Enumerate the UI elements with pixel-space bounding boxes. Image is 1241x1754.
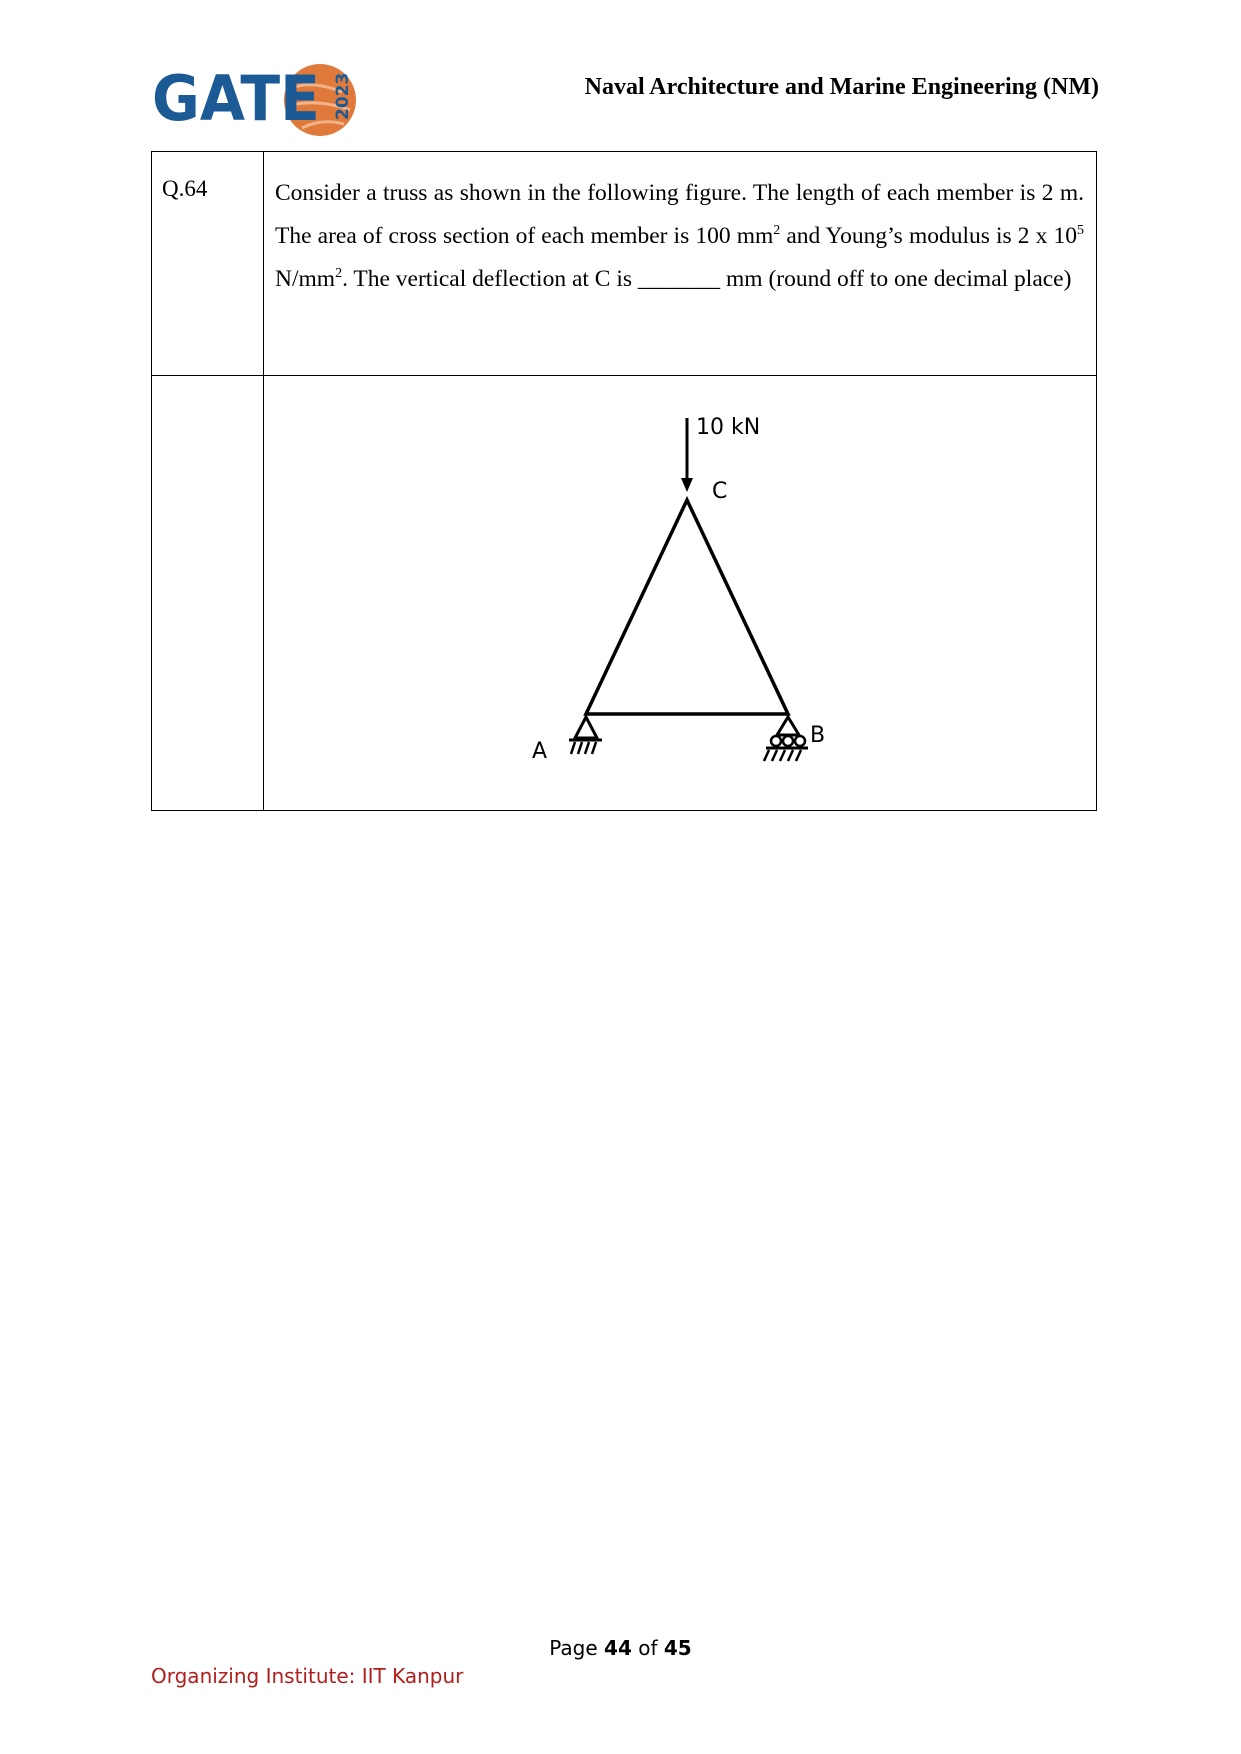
truss-members	[586, 500, 788, 714]
question-row	[152, 152, 1097, 376]
logo-wordmark: GATE	[152, 62, 320, 135]
roller-support-b	[764, 717, 808, 761]
pin-support-a	[569, 717, 602, 754]
footer-institute: Organizing Institute: IIT Kanpur	[151, 1664, 464, 1688]
subject-header: Naval Architecture and Marine Engineering (NM)	[584, 74, 1099, 100]
node-b-label: B	[810, 723, 826, 748]
gate-2023-logo	[152, 58, 362, 138]
figure-cell	[264, 376, 1097, 811]
question-text: Consider a truss as shown in the following figure. The length of each member is 2 m. The area of cross section of each member is 100 $mm^2$ and Young’s modulus is 2 x $10^5$ $N/mm^2$. The vertical deflection at C is _______ mm (round off to one decimal place)	[275, 180, 1084, 292]
logo-year: 2023	[333, 72, 353, 120]
figure-number-cell	[152, 376, 264, 811]
question-number-cell	[152, 152, 264, 376]
question-text-cell	[264, 152, 1097, 376]
load-label: 10 kN	[696, 415, 761, 440]
page-number: Page 44 of 45	[549, 1636, 692, 1660]
node-c-label: C	[712, 479, 728, 504]
node-a-label: A	[532, 739, 548, 764]
load-arrowhead	[681, 478, 693, 492]
truss-diagram	[264, 376, 1097, 810]
figure-row	[152, 376, 1097, 811]
question-number: Q.64	[162, 176, 208, 201]
gate-logo-graphic	[152, 58, 362, 138]
question-table	[151, 151, 1097, 811]
